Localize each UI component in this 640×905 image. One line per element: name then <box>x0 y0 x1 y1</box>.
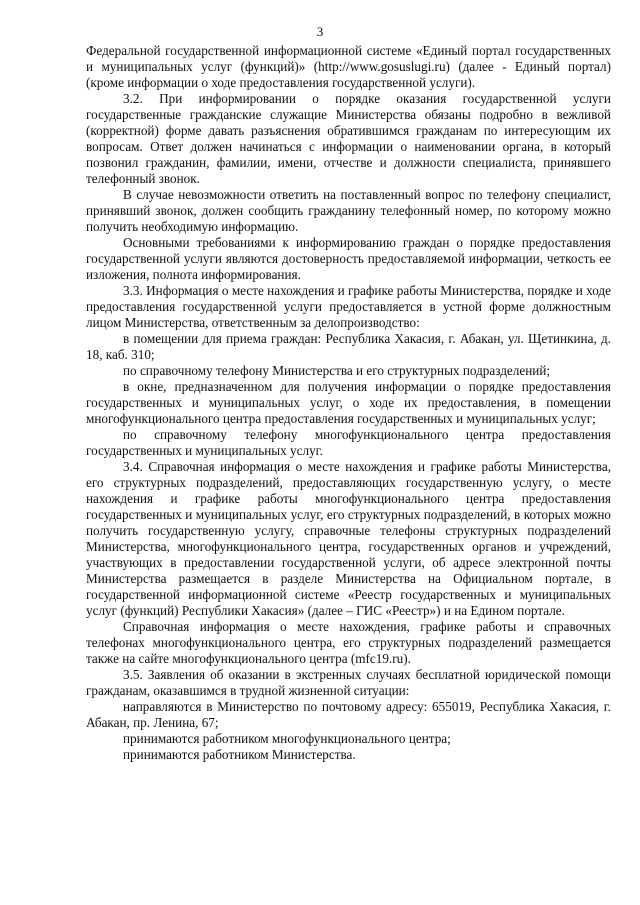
list-item-reception-room: в помещении для приема граждан: Республика Хакасия, г. Абакан, ул. Щетинкина, д. 18, каб. 310; <box>86 331 611 362</box>
list-item-ministry-employee: принимаются работником Министерства. <box>123 747 356 762</box>
list-item-mfc-phone: по справочному телефону многофункционального центра предоставления государственных и муниципальных услуг. <box>86 427 611 458</box>
paragraph-3-2: 3.2. При информировании о порядке оказания государственной услуги государственные гражданские служащие Министерства обязаны подробно в вежливой (корректной) форме давать разъяснения обратившимся гражданам по интересующим их вопросам. Ответ должен начинаться с информации о наименовании органа, в который позвонил гражданин, фамилии, имени, отчестве и должности специалиста, принявшего телефонный звонок. <box>86 91 611 186</box>
page-number: 3 <box>316 24 324 39</box>
paragraph-3-3: 3.3. Информация о месте нахождения и графике работы Министерства, порядке и ходе предоставления государственной услуги предоставляется в устной форме должностным лицом Министерства, ответственным за делопроизводство: <box>86 283 611 330</box>
paragraph-3-4: 3.4. Справочная информация о месте нахождения и графике работы Министерства, его структурных подразделений, предоставляющих государственную услугу, о месте нахождения и графике работы многофункционального центра предоставления государственных и муниципальных услуг, его структурных подразделений, в которых можно получить государственную услугу, справочные телефоны структурных подразделений Министерства, многофункционального центра, государственных органов и учреждений, участвующих в предоставлении государственной услуги, об адресе электронной почты Министерства размещается в разделе Министерства на Официальном портале, в государственной информационной системе «Реестр государственных и муниципальных услуг (функций) Республики Хакасия» (далее – ГИС «Реестр») и на Едином портале. <box>86 459 611 618</box>
list-item-postal-address: направляются в Министерство по почтовому адресу: 655019, Республика Хакасия, г. Абакан, пр. Ленина, 67; <box>86 699 611 730</box>
paragraph-portal-continuation: Федеральной государственной информационной системе «Единый портал государственных и муниципальных услуг (функций)» (http://www.gosuslugi.ru) (далее - Единый портал) (кроме информации о ходе предоставления государственной услуги). <box>86 43 611 90</box>
paragraph-requirements: Основными требованиями к информированию граждан о порядке предоставления государственной услуги являются достоверность предоставляемой информации, четкость ее изложения, полнота информирования. <box>86 235 611 282</box>
paragraph-phone-unable: В случае невозможности ответить на поставленный вопрос по телефону специалист, принявший звонок, должен сообщить гражданину телефонный номер, по которому можно получить необходимую информацию. <box>86 187 611 234</box>
list-item-ministry-phone: по справочному телефону Министерства и его структурных подразделений; <box>123 363 551 378</box>
list-item-mfc-window: в окне, предназначенном для получения информации о порядке предоставления государственных и муниципальных услуг, о ходе их предоставления, в помещении многофункционального центра предоставления государственных и муниципальных услуг; <box>86 379 611 426</box>
paragraph-3-5: 3.5. Заявления об оказании в экстренных случаях бесплатной юридической помощи гражданам, оказавшимся в трудной жизненной ситуации: <box>86 667 611 698</box>
list-item-mfc-employee: принимаются работником многофункционального центра; <box>123 731 451 746</box>
paragraph-mfc-reference: Справочная информация о месте нахождения, графике работы и справочных телефонах многофункционального центра, его структурных подразделений размещается также на сайте многофункционального центра (mfc19.ru). <box>86 619 611 666</box>
document-body <box>86 43 611 763</box>
